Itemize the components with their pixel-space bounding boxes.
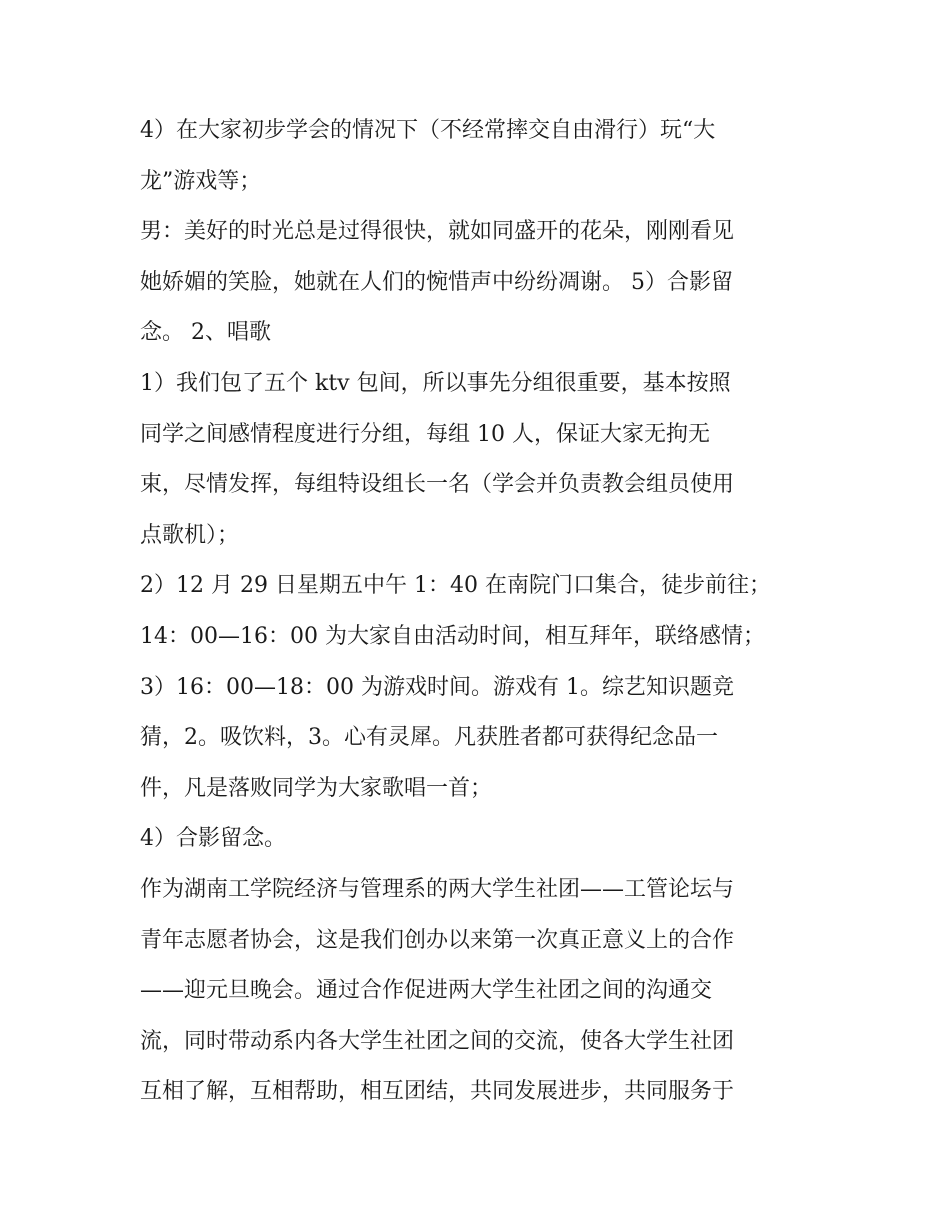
text-line: 龙”游戏等； — [140, 168, 262, 194]
text-line: 4）在大家初步学会的情况下（不经常摔交自由滑行）玩“大 — [140, 118, 716, 143]
text-line: 男：美好的时光总是过得很快，就如同盛开的花朵，刚刚看见 — [140, 219, 735, 245]
text-line: 念。 2、唱歌 — [140, 320, 271, 346]
text-line: 青年志愿者协会，这是我们创办以来第一次真正意义上的合作 — [140, 927, 735, 953]
text-line: 同学之间感情程度进行分组，每组 10 人，保证大家无拘无 — [140, 421, 710, 447]
text-line: 4）合影留念。 — [140, 826, 286, 852]
text-line: 流，同时带动系内各大学生社团之间的交流，使各大学生社团 — [140, 1028, 735, 1054]
text-line: 14：00—16：00 为大家自由活动时间，相互拜年，联络感情； — [140, 623, 765, 649]
text-line: 她娇媚的笑脸，她就在人们的惋惜声中纷纷凋谢。 5）合影留 — [140, 269, 733, 295]
text-line: 作为湖南工学院经济与管理系的两大学生社团——工管论坛与 — [140, 876, 735, 902]
text-line: 点歌机）； — [140, 522, 240, 548]
text-line: 2）12 月 29 日星期五中午 1：40 在南院门口集合，徒步前往； — [140, 573, 771, 599]
text-line: 束，尽情发挥，每组特设组长一名（学会并负责教会组员使用 — [140, 472, 735, 498]
text-line: 件，凡是落败同学为大家歌唱一首； — [140, 775, 493, 801]
text-line: 猜，2。吸饮料，3。心有灵犀。凡获胜者都可获得纪念品一 — [140, 725, 718, 751]
text-line: 3）16：00—18：00 为游戏时间。游戏有 1。综艺知识题竞 — [140, 674, 734, 700]
document-body — [140, 106, 830, 1118]
text-line: 互相了解，互相帮助，相互团结，共同发展进步，共同服务于 — [140, 1079, 735, 1105]
text-line: ——迎元旦晚会。通过合作促进两大学生社团之间的沟通交 — [140, 978, 713, 1004]
text-line: 1）我们包了五个 ktv 包间，所以事先分组很重要，基本按照 — [140, 370, 731, 396]
